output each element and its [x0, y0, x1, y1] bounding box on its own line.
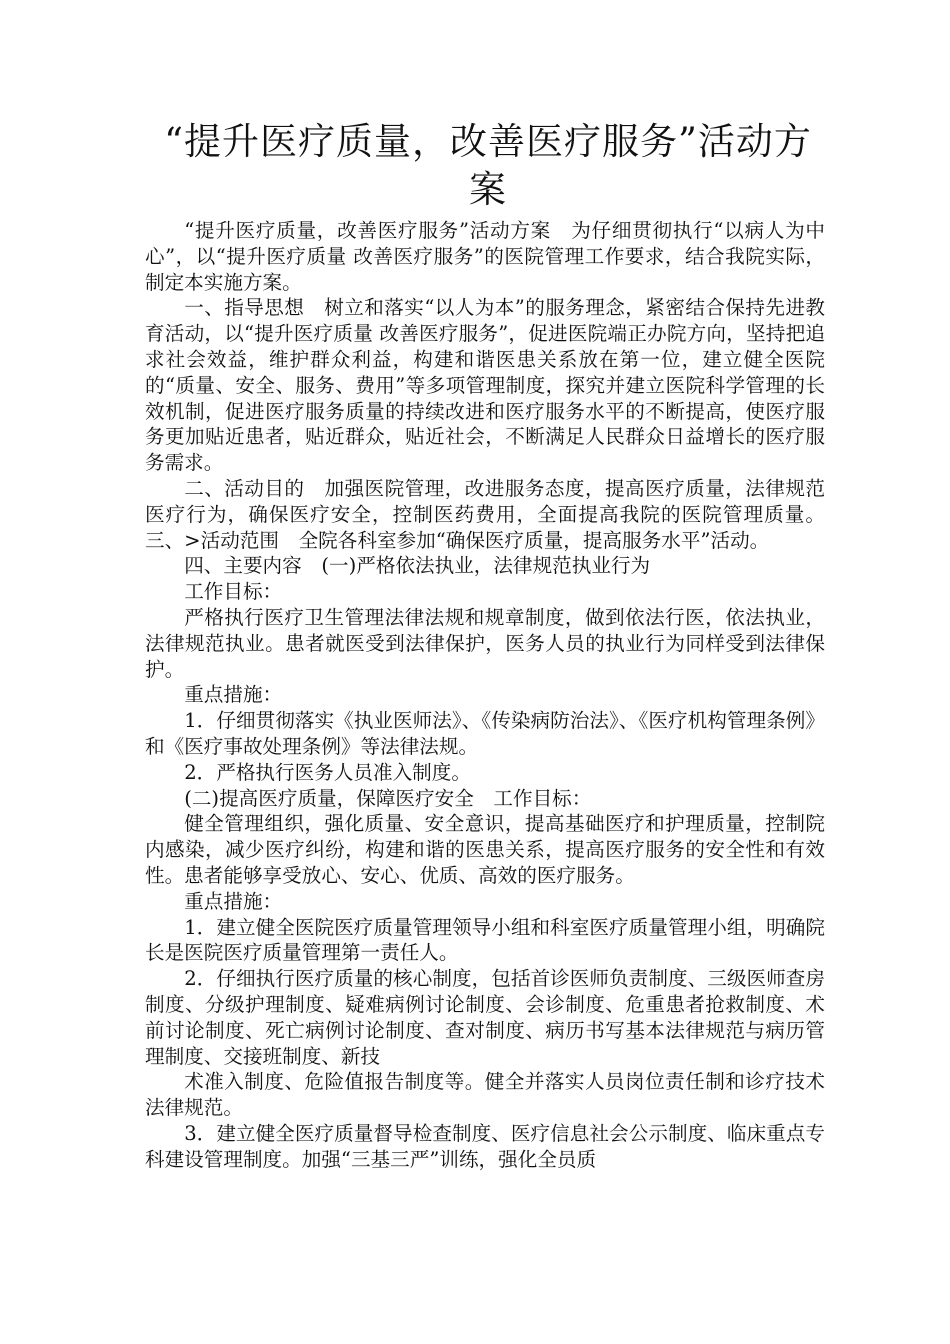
paragraph-work-goal-label: 工作目标： — [184, 580, 283, 604]
document-title: “提升医疗质量，改善医疗服务”活动方案 — [164, 120, 812, 211]
paragraph-work-goal-2: 健全管理组织，强化质量、安全意识，提高基础医疗和护理质量，控制院内感染，减少医疗纠纷，构建和谐的医患关系，提高医疗服务的安全性和有效性。患者能够享受放心、安心、优质、高效的医疗服务。 — [145, 812, 825, 887]
paragraph-section-2-heading: (二)提高医疗质量，保障医疗安全 工作目标： — [184, 786, 592, 810]
paragraph-measure-2-2: 2．仔细执行医疗质量的核心制度，包括首诊医师负责制度、三级医师查房制度、分级护理制度、疑难病例讨论制度、会诊制度、危重患者抢救制度、术前讨论制度、死亡病例讨论制度、查对制度、病历书写基本法律规范与病历管理制度、交接班制度、新技 — [145, 967, 825, 1068]
paragraph-activity-purpose: 二、活动目的 加强医院管理，改进服务态度，提高医疗质量，法律规范医疗行为，确保医疗安全，控制医药费用，全面提高我院的医院管理质量。三、>活动范围 全院各科室参加“确保医疗质量，提高服务水平”活动。 — [145, 476, 825, 552]
document-page — [145, 118, 825, 1172]
paragraph-guiding-ideology: 一、指导思想 树立和落实“以人为本”的服务理念，紧密结合保持先进教育活动，以“提升医疗质量 改善医疗服务”，促进医院端正办院方向，坚持把追求社会效益，维护群众利益，构建和谐医患关系放在第一位，建立健全医院的“质量、安全、服务、费用”等多项管理制度，探究并建立医院科学管理的长效机制，促进医疗服务质量的持续改进和医疗服务水平的不断提高，使医疗服务更加贴近患者，贴近群众，贴近社会，不断满足人民群众日益增长的医疗服务需求。 — [145, 296, 825, 475]
document-body — [145, 218, 825, 1172]
paragraph-intro: “提升医疗质量，改善医疗服务”活动方案 为仔细贯彻执行“以病人为中心”，以“提升医疗质量 改善医疗服务”的医院管理工作要求，结合我院实际，制定本实施方案。 — [145, 219, 825, 294]
paragraph-measure-2-3: 3．建立健全医疗质量督导检查制度、医疗信息社会公示制度、临床重点专科建设管理制度。加强“三基三严”训练，强化全员质 — [145, 1121, 825, 1171]
paragraph-work-goal-1: 严格执行医疗卫生管理法律法规和规章制度，做到依法行医，依法执业，法律规范执业。患者就医受到法律保护，医务人员的执业行为同样受到法律保护。 — [145, 605, 825, 681]
paragraph-measure-2-2-continued: 术准入制度、危险值报告制度等。健全并落实人员岗位责任制和诊疗技术法律规范。 — [145, 1070, 825, 1120]
paragraph-measure-2-1: 1．建立健全医院医疗质量管理领导小组和科室医疗质量管理小组，明确院长是医院医疗质量管理第一责任人。 — [145, 915, 825, 965]
paragraph-main-content: 四、主要内容 (一)严格依法执业，法律规范执业行为 — [184, 554, 651, 578]
paragraph-key-measures-label-2: 重点措施： — [184, 889, 283, 913]
paragraph-key-measures-label: 重点措施： — [184, 683, 283, 707]
paragraph-measure-1-2: 2．严格执行医务人员准入制度。 — [184, 760, 471, 784]
paragraph-measure-1-1: 1．仔细贯彻落实《执业医师法》、《传染病防治法》、《医疗机构管理条例》和《医疗事故处理条例》等法律法规。 — [145, 709, 825, 758]
